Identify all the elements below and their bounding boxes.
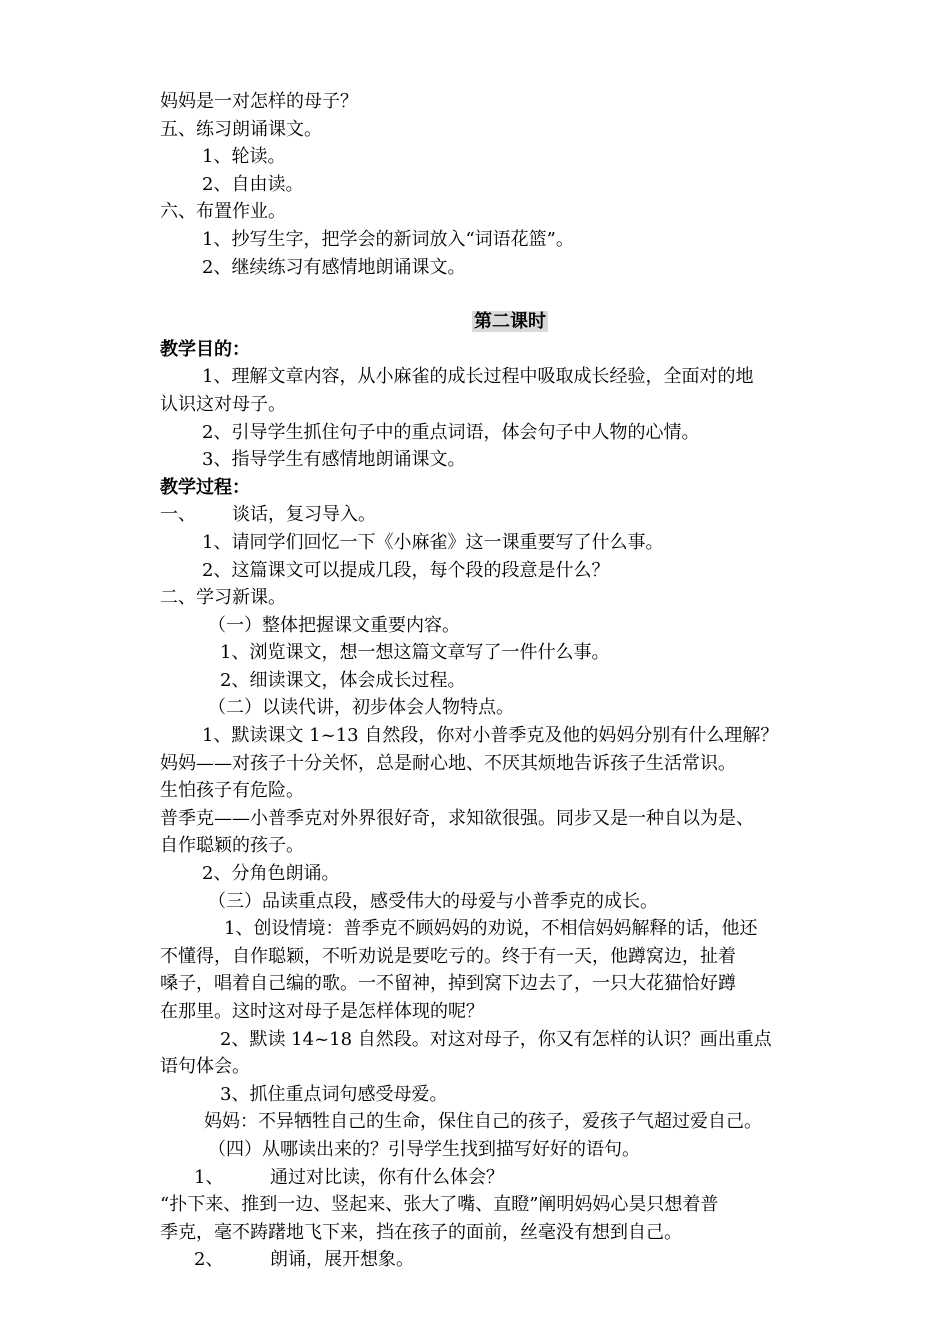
text-line: 3、抓住重点词句感受母爱。 — [220, 1083, 448, 1105]
text-line — [160, 1164, 860, 1192]
text-line: 1、请同学们回忆一下《小麻雀》这一课重要写了什么事。 — [202, 531, 664, 553]
text-line: 3、指导学生有感情地朗诵课文。 — [202, 449, 466, 471]
document-page — [160, 88, 860, 1274]
section-heading: 六、布置作业。 — [160, 201, 286, 223]
text-line: 自作聪颖的孩子。 — [160, 835, 304, 857]
text-line: 嗓子，唱着自己编的歌。一不留神，掉到窝下边去了，一只大花猫恰好蹲 — [160, 973, 736, 995]
process-heading: 教学过程： — [160, 476, 250, 498]
text-line: 1、抄写生字，把学会的新词放入“词语花篮”。 — [202, 228, 574, 250]
lesson-title-text: 第二课时 — [474, 311, 546, 333]
text-line: 认识这对母子。 — [160, 393, 286, 415]
text-line: 1、理解文章内容，从小麻雀的成长过程中吸取成长经验，全面对的地 — [202, 366, 754, 388]
step-text: 谈话，复习导入。 — [232, 504, 376, 526]
text-line: 2、继续练习有感情地朗诵课文。 — [202, 256, 466, 278]
text-line: 不懂得，自作聪颖，不听劝说是要吃亏的。终于有一天，他蹲窝边，扯着 — [160, 945, 736, 967]
text-line: 2、自由读。 — [202, 173, 304, 195]
text-line: 普季克——小普季克对外界很好奇，求知欲很强。同步又是一种自以为是、 — [160, 807, 754, 829]
step-text: 通过对比读，你有什么体会？ — [270, 1166, 504, 1188]
text-line: 妈妈是一对怎样的母子？ — [160, 91, 358, 112]
step-number: 1、 — [194, 1166, 224, 1188]
text-line: 2、细读课文，体会成长过程。 — [220, 669, 466, 691]
objectives-heading: 教学目的： — [160, 338, 250, 360]
text-line: “扑下来、推到一边、竖起来、张大了嘴、直瞪”阐明妈妈心昊只想着普 — [160, 1194, 719, 1216]
text-line: 1、创设情境：普季克不顾妈妈的劝说，不相信妈妈解释的话，他还 — [224, 918, 758, 940]
text-line: 妈妈——对孩子十分关怀，总是耐心地、不厌其烦地告诉孩子生活常识。 — [160, 752, 736, 774]
text-line: （二）以读代讲，初步体会人物特点。 — [208, 697, 514, 719]
text-line: （三）品读重点段，感受伟大的母爱与小普季克的成长。 — [208, 890, 658, 912]
text-line: （一）整体把握课文重要内容。 — [208, 614, 460, 636]
text-line: 季克，毫不踌躇地飞下来，挡在孩子的面前，丝毫没有想到自己。 — [160, 1221, 682, 1243]
text-line: 2、分角色朗诵。 — [202, 863, 340, 885]
lesson-title — [160, 308, 860, 336]
text-line: 语句体会。 — [160, 1056, 250, 1078]
step-number: 2、 — [194, 1249, 224, 1271]
step-text: 朗诵，展开想象。 — [270, 1249, 414, 1271]
text-line: 2、这篇课文可以提成几段，每个段的段意是什么？ — [202, 559, 610, 581]
text-line: （四）从哪读出来的？引导学生找到描写好好的语句。 — [208, 1138, 640, 1160]
text-line: 1、轮读。 — [202, 146, 286, 168]
section-heading: 五、练习朗诵课文。 — [160, 118, 322, 140]
section-heading: 二、学习新课。 — [160, 587, 286, 609]
spacer — [160, 281, 860, 308]
text-line: 1、浏览课文，想一想这篇文章写了一件什么事。 — [220, 642, 610, 664]
text-line: 2、默读 14~18 自然段。对这对母子，你又有怎样的认识？画出重点 — [220, 1028, 772, 1050]
text-line — [160, 501, 860, 529]
text-line: 1、默读课文 1~13 自然段，你对小普季克及他的妈妈分别有什么理解？ — [202, 725, 779, 747]
text-line: 2、引导学生抓住句子中的重点词语，体会句子中人物的心情。 — [202, 421, 700, 443]
text-line — [160, 1246, 860, 1274]
text-line: 生怕孩子有危险。 — [160, 780, 304, 802]
text-line: 妈妈：不异牺牲自己的生命，保住自己的孩子，爱孩子气超过爱自己。 — [204, 1111, 762, 1133]
text-line: 在那里。这时这对母子是怎样体现的呢？ — [160, 1001, 484, 1022]
step-number: 一、 — [160, 504, 196, 526]
